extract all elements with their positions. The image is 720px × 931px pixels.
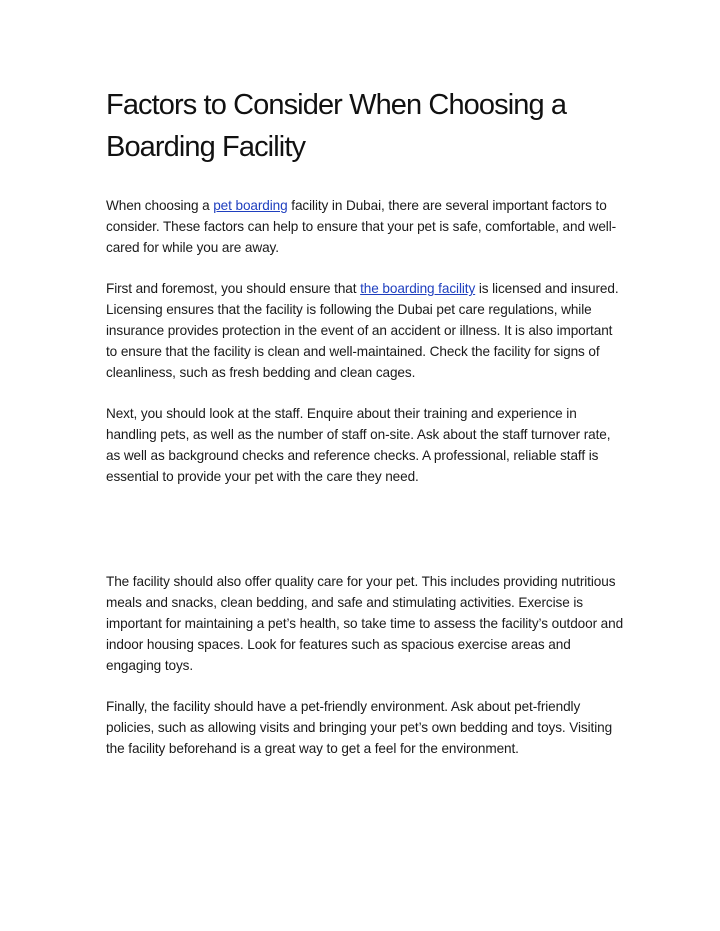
paragraph-text: facility in Dubai, there are several important factors to consider. These factors can help to ensure that your pet is safe, comfortable, and well-cared for while you are away. — [106, 198, 617, 255]
document-page — [106, 84, 626, 759]
paragraph-text: When choosing a — [106, 198, 214, 213]
boarding-facility-link[interactable]: the boarding facility — [360, 281, 476, 296]
paragraph-text: First and foremost, you should ensure that — [106, 281, 361, 296]
paragraph-licensing — [106, 278, 626, 383]
paragraph-quality-care: The facility should also offer quality care for your pet. This includes providing nutritious meals and snacks, clean bedding, and safe and stimulating activities. Exercise is important for maintaining a pet’s health, so take time to assess the facility’s outdoor and indoor housing spaces. Look for features such as spacious exercise areas and engaging toys. — [106, 574, 624, 673]
paragraph-text: is licensed and insured. Licensing ensures that the facility is following the Dubai pet care regulations, while insurance provides protection in the event of an accident or illness. It is also important to ensure that the facility is clean and well-maintained. Check the facility for signs of cleanliness, such as fresh bedding and clean cages. — [106, 281, 619, 380]
paragraph-staff: Next, you should look at the staff. Enquire about their training and experience in handling pets, as well as the number of staff on-site. Ask about the staff turnover rate, as well as background checks and reference checks. A professional, reliable staff is essential to provide your pet with the care they need. — [106, 406, 611, 484]
paragraph-intro — [106, 195, 626, 258]
paragraph-environment: Finally, the facility should have a pet-friendly environment. Ask about pet-friendly policies, such as allowing visits and bringing your pet’s own bedding and toys. Visiting the facility beforehand is a great way to get a feel for the environment. — [106, 699, 613, 756]
pet-boarding-link[interactable]: pet boarding — [213, 198, 288, 213]
page-title: Factors to Consider When Choosing a Boarding Facility — [106, 89, 567, 163]
